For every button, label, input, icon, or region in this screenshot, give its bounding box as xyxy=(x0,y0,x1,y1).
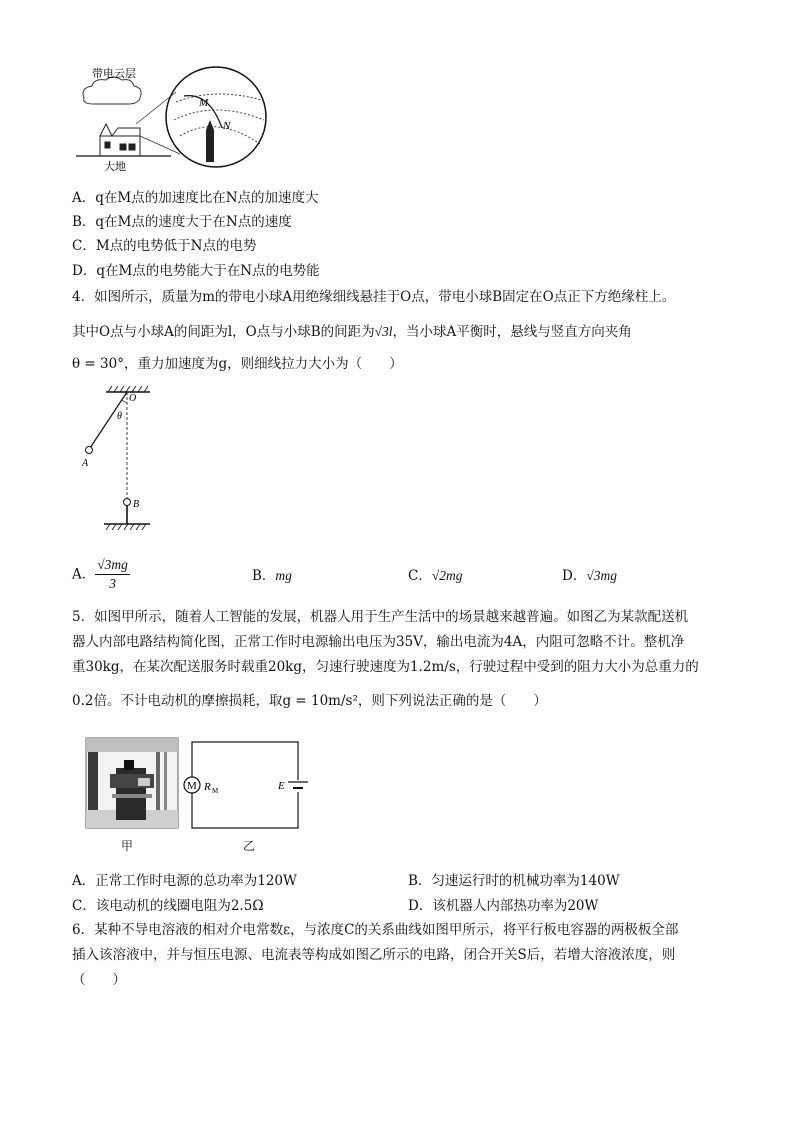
option-text: q在M点的电势能大于在N点的电势能 xyxy=(96,263,320,279)
q3-option-c[interactable] xyxy=(72,236,256,256)
q5-stem-line-1: 5．如图甲所示，随着人工智能的发展，机器人用于生产生活中的场景越来越普遍。如图乙为某款配送机 xyxy=(72,609,689,625)
option-text: √2mg xyxy=(431,568,463,583)
rm-subscript: M xyxy=(212,787,219,795)
option-text: 该电动机的线圈电阻为2.5Ω xyxy=(95,898,264,914)
option-label: A． xyxy=(72,566,96,583)
motor-label: M xyxy=(187,780,197,792)
q4-sqrt3l: √3l xyxy=(374,324,393,339)
point-m-label: M xyxy=(199,97,209,109)
option-label: C． xyxy=(72,898,96,914)
q6-stem-line-2: 插入该溶液中，并与恒压电源、电流表等构成如图乙所示的电路，闭合开关S后，若增大溶液浓度，则 xyxy=(72,947,676,963)
option-text: M点的电势低于N点的电势 xyxy=(95,238,257,254)
q6-stem-line-1: 6．某种不导电溶液的相对介电常数ε，与浓度C的关系曲线如图甲所示，将平行板电容器的两极板全部 xyxy=(72,922,679,938)
q4-option-a[interactable] xyxy=(72,556,130,593)
option-text: q在M点的速度大于在N点的速度 xyxy=(95,214,292,230)
figure-lightning-rod xyxy=(76,62,276,173)
point-n-label: N xyxy=(223,120,231,132)
option-label: D． xyxy=(562,568,587,584)
option-label: D． xyxy=(72,263,97,279)
fig5-jia-caption: 甲 xyxy=(121,839,134,853)
option-text: q在M点的加速度比在N点的加速度大 xyxy=(95,190,319,206)
figure-pendulum xyxy=(76,386,156,534)
ball-b-label: B xyxy=(133,499,140,510)
q4-stem-2b: ，当小球A平衡时，悬线与竖直方向夹角 xyxy=(392,324,632,340)
option-label: B． xyxy=(72,214,96,230)
q3-option-b[interactable] xyxy=(72,212,292,232)
option-text: 匀速运行时的机械功率为140W xyxy=(431,873,620,889)
q3-option-d[interactable] xyxy=(72,261,320,281)
rm-label: R xyxy=(204,781,211,793)
option-label: B． xyxy=(408,873,432,889)
q5-stem-line-4: 0.2倍。不计电动机的摩擦损耗，取g = 10m/s²，则下列说法正确的是（ ） xyxy=(72,693,547,709)
field-lines xyxy=(174,94,264,144)
q5-stem-line-2: 器人内部电路结构简化图，正常工作时电源输出电压为35V，输出电流为4A，内阻可忽略不计。整机净 xyxy=(72,634,685,650)
fraction-denominator: 3 xyxy=(109,576,116,591)
emf-label: E xyxy=(278,780,285,792)
fraction xyxy=(95,556,130,593)
point-o-label: O xyxy=(129,393,137,404)
q6-stem-line-3: （ ） xyxy=(72,972,126,988)
q5-option-d[interactable] xyxy=(408,896,598,916)
lightning-rod xyxy=(206,120,214,162)
option-label: D． xyxy=(408,898,433,914)
option-label: B． xyxy=(252,568,276,584)
fig5-yi-caption: 乙 xyxy=(243,839,256,853)
figure-circuit xyxy=(180,738,310,833)
ceiling-hatch xyxy=(106,386,150,392)
q4-option-c[interactable] xyxy=(408,566,463,586)
q5-option-a[interactable] xyxy=(72,871,297,891)
theta-label: θ xyxy=(117,411,122,422)
q4-stem-line-1: 4．如图所示，质量为m的带电小球A用绝缘细线悬挂于O点，带电小球B固定在O点正下方绝缘柱上。 xyxy=(72,289,676,305)
q4-stem-2a: 其中O点与小球A的间距为l，O点与小球B的间距为 xyxy=(72,324,375,340)
battery-icon xyxy=(288,780,308,792)
q5-option-b[interactable] xyxy=(408,871,620,891)
option-text: √3mg xyxy=(586,568,617,583)
q3-option-a[interactable] xyxy=(72,188,319,208)
cloud-icon xyxy=(83,77,141,104)
cloud-label: 带电云层 xyxy=(92,68,136,80)
ground-label: 大地 xyxy=(104,161,126,173)
q4-stem-line-2 xyxy=(72,322,632,342)
option-label: C． xyxy=(72,238,96,254)
q5-option-c[interactable] xyxy=(72,896,264,916)
option-text: 该机器人内部热功率为20W xyxy=(432,898,599,914)
magnifier-circle xyxy=(166,67,266,167)
option-label: A． xyxy=(72,873,96,889)
figure-robot-photo xyxy=(86,738,178,828)
q4-stem-line-3: θ = 30°，重力加速度为g，则细线拉力大小为（ ） xyxy=(72,356,403,372)
ball-b xyxy=(124,499,131,506)
fraction-numerator: √3mg xyxy=(95,556,130,575)
ball-a xyxy=(86,447,93,454)
floor-hatch xyxy=(104,524,150,530)
q4-option-b[interactable] xyxy=(252,566,292,586)
ball-a-label: A xyxy=(82,458,89,469)
option-text: 正常工作时电源的总功率为120W xyxy=(95,873,297,889)
q5-stem-line-3: 重30kg，在某次配送服务时载重20kg，匀速行驶速度为1.2m/s，行驶过程中受到的阻力大小为总重力的 xyxy=(72,659,699,675)
option-label: A． xyxy=(72,190,96,206)
option-text: mg xyxy=(275,568,292,583)
option-label: C． xyxy=(408,568,432,584)
q4-option-d[interactable] xyxy=(562,566,617,586)
house-icon xyxy=(100,124,140,156)
